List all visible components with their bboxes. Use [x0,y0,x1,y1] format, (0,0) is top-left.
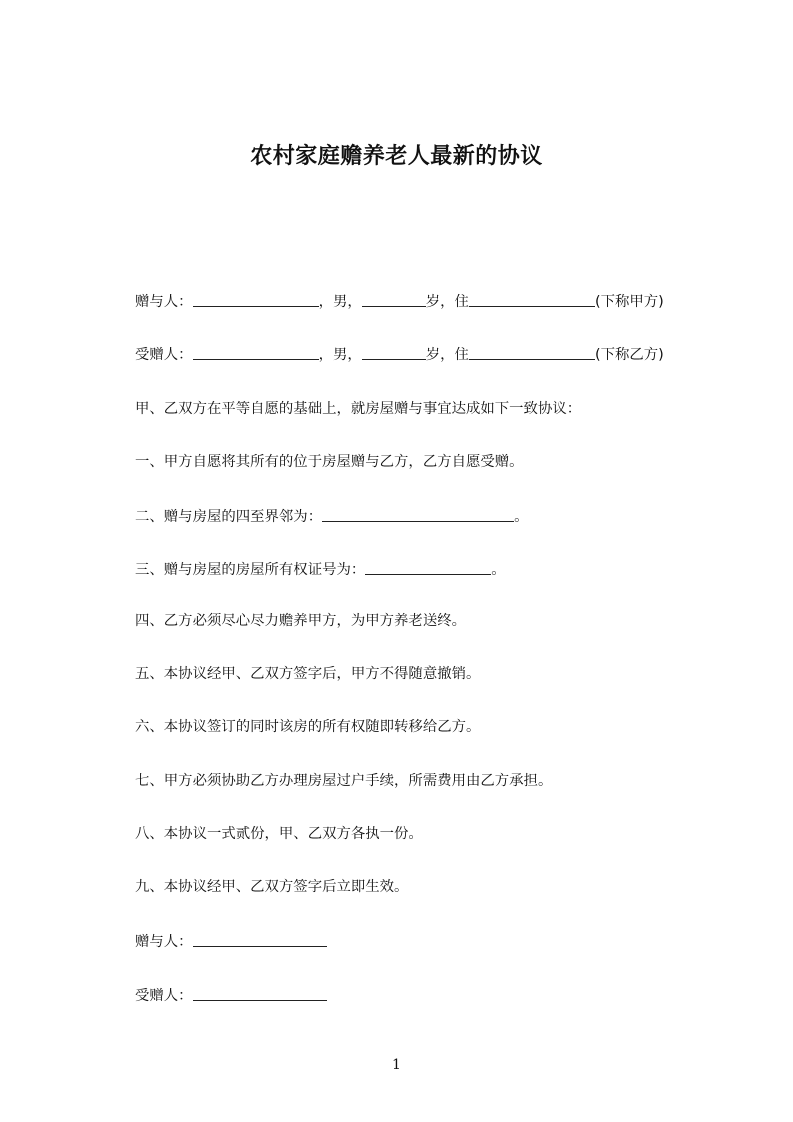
donor-age-blank[interactable] [362,291,426,307]
clause-2 [135,506,529,527]
recipient-gender-text: ，男， [318,347,362,363]
donor-signature-line [135,931,327,952]
intro-paragraph: 甲、乙双方在平等自愿的基础上，就房屋赠与事宜达成如下一致协议： [135,401,582,417]
clause-3-text: 三、赠与房屋的房屋所有权证号为： [135,562,366,578]
certificate-number-blank[interactable] [365,559,491,575]
clause-8: 八、本协议一式贰份，甲、乙双方各执一份。 [135,826,423,842]
clause-4: 四、乙方必须尽心尽力赡养甲方，为甲方养老送终。 [135,613,466,629]
clause-2-end: 。 [514,509,529,525]
donor-gender-text: ，男， [318,294,362,310]
recipient-name-blank[interactable] [193,344,319,360]
recipient-line [135,344,664,365]
clause-5: 五、本协议经甲、乙双方签字后，甲方不得随意撤销。 [135,666,481,682]
recipient-signature-label: 受赠人： [135,988,193,1004]
recipient-age-text: 岁，住 [425,347,469,363]
donor-signature-label: 赠与人： [135,934,193,950]
donor-name-blank[interactable] [193,291,319,307]
donor-label: 赠与人： [135,294,193,310]
page-number: 1 [392,1057,401,1073]
clause-3 [135,559,506,580]
clause-3-end: 。 [491,562,506,578]
recipient-address-blank[interactable] [469,344,595,360]
recipient-label: 受赠人： [135,347,193,363]
document-title: 农村家庭赡养老人最新的协议 [250,144,543,169]
donor-line [135,291,664,312]
clause-1: 一、甲方自愿将其所有的位于房屋赠与乙方，乙方自愿受赠。 [135,454,524,470]
donor-age-text: 岁，住 [425,294,469,310]
recipient-signature-blank[interactable] [193,985,327,1001]
donor-address-blank[interactable] [469,291,595,307]
clause-6: 六、本协议签订的同时该房的所有权随即转移给乙方。 [135,719,481,735]
donor-party-note: (下称甲方) [594,294,664,310]
clause-7: 七、甲方必须协助乙方办理房屋过户手续，所需费用由乙方承担。 [135,773,553,789]
donor-signature-blank[interactable] [193,931,327,947]
recipient-party-note: (下称乙方) [594,347,664,363]
recipient-signature-line [135,985,327,1006]
clause-2-text: 二、赠与房屋的四至界邻为： [135,509,323,525]
clause-9: 九、本协议经甲、乙双方签字后立即生效。 [135,879,409,895]
boundary-blank[interactable] [322,506,514,522]
recipient-age-blank[interactable] [362,344,426,360]
